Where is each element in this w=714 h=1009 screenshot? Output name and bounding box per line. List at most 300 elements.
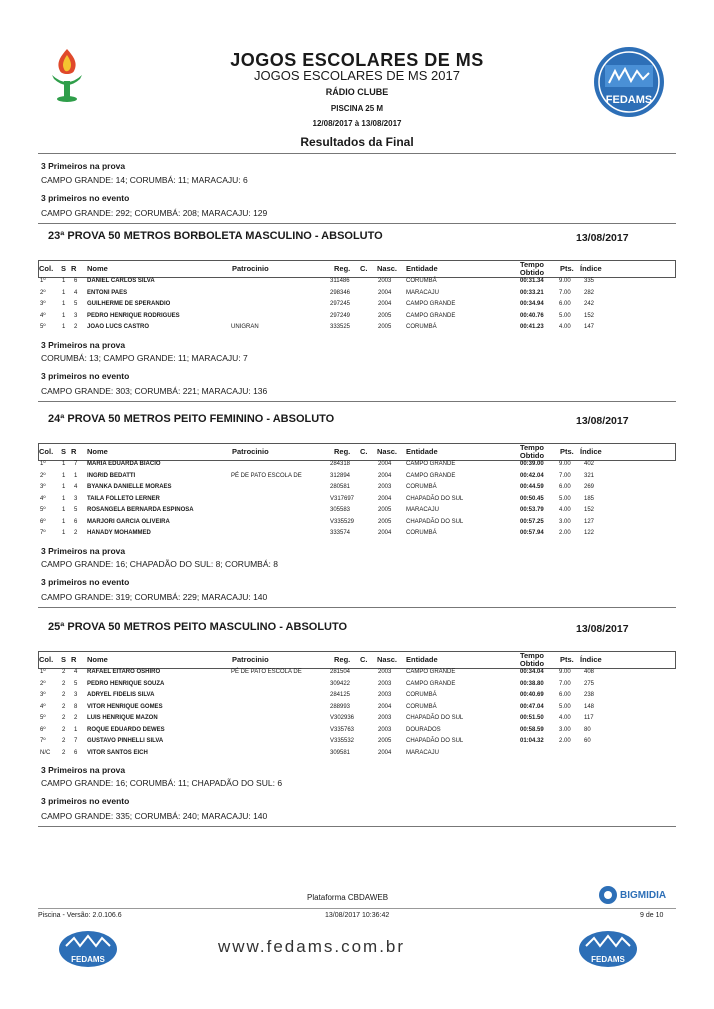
cell-col: 7º bbox=[40, 738, 46, 744]
cell-reg: V335529 bbox=[330, 518, 355, 525]
cell-pts: 2.00 bbox=[559, 530, 571, 536]
cell-nasc: 2003 bbox=[378, 715, 392, 721]
cell-col: 5º bbox=[40, 324, 46, 330]
cell-pat: PÉ DE PATO ESCOLA DE bbox=[231, 472, 302, 479]
cell-tempo: 00:40.69 bbox=[520, 692, 544, 698]
column-header-r: R bbox=[71, 655, 77, 664]
website-url[interactable]: www.fedams.com.br bbox=[218, 937, 406, 956]
cell-pts: 7.00 bbox=[559, 289, 571, 296]
column-header-patrocinio: Patrocinio bbox=[232, 655, 269, 664]
column-header-r: R bbox=[71, 264, 77, 273]
summary-prova-value: CAMPO GRANDE: 16; CORUMBÁ: 11; CHAPADÃO DO SUL: 6 bbox=[41, 778, 283, 788]
cell-r: 3 bbox=[74, 312, 78, 319]
cell-nasc: 2004 bbox=[378, 289, 392, 296]
cell-s: 1 bbox=[62, 495, 66, 502]
summary-evento-label: 3 primeiros no evento bbox=[41, 576, 130, 587]
cell-nasc: 2003 bbox=[378, 278, 392, 284]
cell-nasc: 2005 bbox=[378, 518, 392, 525]
cell-col: 4º bbox=[40, 495, 46, 502]
cell-tempo: 00:47.04 bbox=[520, 703, 544, 710]
cell-r: 6 bbox=[74, 749, 78, 756]
cell-ent: CORUMBÁ bbox=[406, 324, 437, 330]
cell-nome: ROQUE EDUARDO DEWES bbox=[87, 726, 165, 733]
cell-ind: 282 bbox=[584, 289, 595, 296]
cell-reg: V335532 bbox=[330, 738, 355, 744]
cell-r: 8 bbox=[74, 703, 78, 710]
summary-prova-label: 3 Primeiros na prova bbox=[41, 765, 126, 775]
column-header-pts: Pts. bbox=[560, 655, 574, 664]
cell-pts: 4.00 bbox=[559, 715, 571, 721]
cell-r: 1 bbox=[74, 472, 78, 479]
table-row bbox=[38, 517, 674, 527]
column-header-reg: Reg. bbox=[334, 655, 351, 664]
column-header-nasc: Nasc. bbox=[377, 655, 398, 664]
table-row bbox=[38, 471, 674, 481]
cell-nome: TAILA FOLLETO LERNER bbox=[87, 495, 160, 502]
cell-nome: ENTONI PAES bbox=[87, 289, 128, 296]
column-header-indice: Índice bbox=[580, 447, 602, 456]
cell-pts: 4.00 bbox=[559, 324, 571, 330]
column-header-entidade: Entidade bbox=[406, 447, 438, 456]
cell-reg: 309581 bbox=[330, 749, 351, 756]
column-header-nasc: Nasc. bbox=[377, 264, 398, 273]
table-row bbox=[38, 459, 674, 469]
cell-pts: 6.00 bbox=[559, 484, 571, 490]
cell-reg: 288993 bbox=[330, 703, 351, 710]
cell-reg: 309422 bbox=[330, 680, 351, 687]
table-row bbox=[38, 702, 674, 712]
cell-nasc: 2004 bbox=[378, 530, 392, 536]
cell-ent: CHAPADÃO DO SUL bbox=[406, 518, 464, 525]
table-row bbox=[38, 482, 674, 492]
cell-tempo: 01:04.32 bbox=[520, 738, 544, 744]
cell-ind: 80 bbox=[584, 726, 591, 733]
column-header-col: Col. bbox=[39, 655, 54, 664]
cell-r: 2 bbox=[74, 324, 78, 330]
cell-ent: CORUMBÁ bbox=[406, 278, 437, 284]
bigmidia-brand: BIGMIDIA bbox=[620, 890, 667, 901]
cell-ent: DOURADOS bbox=[406, 726, 441, 733]
cell-r: 4 bbox=[74, 669, 78, 675]
table-row bbox=[38, 725, 674, 735]
cell-r: 2 bbox=[74, 530, 78, 536]
cell-col: N/C bbox=[40, 749, 51, 756]
cell-pts: 9.00 bbox=[559, 669, 571, 675]
cell-ind: 122 bbox=[584, 530, 595, 536]
cell-tempo: 00:53.79 bbox=[520, 507, 544, 513]
cell-ind: 148 bbox=[584, 703, 595, 710]
cell-s: 2 bbox=[62, 669, 66, 675]
summary-prova-value: CORUMBÁ: 13; CAMPO GRANDE: 11; MARACAJU: 7 bbox=[41, 352, 248, 363]
cell-r: 6 bbox=[74, 278, 78, 284]
cell-nome: MARIA EDUARDA BIACIO bbox=[87, 461, 161, 467]
cell-reg: V317697 bbox=[330, 495, 355, 502]
column-header-nome: Nome bbox=[87, 447, 108, 456]
cell-nasc: 2004 bbox=[378, 749, 392, 756]
cell-r: 2 bbox=[74, 715, 78, 721]
cell-ent: CHAPADÃO DO SUL bbox=[406, 495, 464, 502]
column-header-r: R bbox=[71, 447, 77, 456]
column-header-pts: Pts. bbox=[560, 447, 574, 456]
cell-ind: 152 bbox=[584, 507, 595, 513]
cell-pts: 4.00 bbox=[559, 507, 571, 513]
cell-nome: DANIEL CARLOS SILVA bbox=[87, 278, 155, 284]
cell-nasc: 2004 bbox=[378, 461, 392, 467]
column-header-col: Col. bbox=[39, 264, 54, 273]
cell-tempo: 00:51.50 bbox=[520, 715, 544, 721]
cell-reg: 297245 bbox=[330, 301, 351, 307]
cell-r: 7 bbox=[74, 461, 78, 467]
cell-r: 3 bbox=[74, 692, 78, 698]
divider bbox=[38, 223, 676, 224]
table-row bbox=[38, 311, 674, 321]
cell-s: 2 bbox=[62, 715, 66, 721]
cell-ent: MARACAJU bbox=[406, 749, 440, 756]
cell-ent: CAMPO GRANDE bbox=[406, 680, 456, 687]
cell-nome: RAFAEL EITARO OSHIRO bbox=[87, 669, 161, 675]
cell-col: 6º bbox=[40, 726, 46, 733]
column-header-col: Col. bbox=[39, 447, 54, 456]
cell-tempo: 00:38.80 bbox=[520, 680, 544, 687]
cell-col: 1º bbox=[40, 461, 46, 467]
venue: RÁDIO CLUBE bbox=[325, 87, 389, 97]
cell-ind: 321 bbox=[584, 472, 595, 479]
cell-col: 2º bbox=[40, 289, 46, 296]
table-row bbox=[38, 679, 674, 689]
cell-col: 4º bbox=[40, 312, 46, 319]
summary-evento-value: CAMPO GRANDE: 319; CORUMBÁ: 229; MARACAJU: 140 bbox=[41, 591, 268, 602]
page-subtitle: JOGOS ESCOLARES DE MS 2017 bbox=[254, 68, 460, 83]
cell-ind: 60 bbox=[584, 738, 591, 744]
platform-label: Plataforma CBDAWEB bbox=[307, 893, 389, 902]
cell-col: 3º bbox=[40, 301, 46, 307]
cell-nome: LUIS HENRIQUE MAZON bbox=[87, 715, 158, 721]
cell-nasc: 2003 bbox=[378, 669, 392, 675]
cell-tempo: 00:34.04 bbox=[520, 669, 544, 675]
cell-pts: 2.00 bbox=[559, 738, 571, 744]
summary-evento-label: 3 primeiros no evento bbox=[41, 796, 130, 806]
page-title: JOGOS ESCOLARES DE MS bbox=[230, 50, 484, 70]
cell-tempo: 00:34.94 bbox=[520, 301, 544, 307]
print-timestamp: 13/08/2017 10:36:42 bbox=[325, 912, 390, 919]
summary-evento-value: CAMPO GRANDE: 303; CORUMBÁ: 221; MARACAJU: 136 bbox=[41, 385, 268, 396]
cell-pts: 7.00 bbox=[559, 472, 571, 479]
cell-ent: CAMPO GRANDE bbox=[406, 312, 456, 319]
cell-s: 2 bbox=[62, 726, 66, 733]
cell-s: 1 bbox=[62, 301, 66, 307]
cell-tempo: 00:57.25 bbox=[520, 518, 544, 525]
table-row bbox=[38, 276, 674, 286]
cell-tempo: 00:44.59 bbox=[520, 484, 544, 490]
column-header-obtido: Obtido bbox=[519, 268, 545, 277]
cell-pat: UNIGRAN bbox=[231, 324, 259, 330]
cell-reg: 333525 bbox=[330, 324, 351, 330]
cell-s: 2 bbox=[62, 680, 66, 687]
column-header-tempo: Tempo bbox=[519, 260, 545, 269]
cell-r: 4 bbox=[74, 484, 78, 490]
column-header-patrocinio: Patrocinio bbox=[232, 447, 269, 456]
cell-nome: ADRYEL FIDELIS SILVA bbox=[87, 692, 155, 698]
cell-s: 2 bbox=[62, 692, 66, 698]
cell-s: 2 bbox=[62, 703, 66, 710]
fedams-logo-footer-left bbox=[58, 930, 118, 968]
cell-col: 5º bbox=[40, 715, 46, 721]
cell-s: 1 bbox=[62, 472, 66, 479]
cell-s: 1 bbox=[62, 324, 66, 330]
cell-reg: 284318 bbox=[330, 461, 351, 467]
column-header-tempo: Tempo bbox=[519, 443, 545, 452]
cell-nome: MARJORI GARCIA OLIVEIRA bbox=[87, 518, 170, 525]
cell-ind: 238 bbox=[584, 692, 595, 698]
cell-col: 3º bbox=[40, 484, 46, 490]
cell-nasc: 2003 bbox=[378, 484, 392, 490]
cell-r: 5 bbox=[74, 680, 78, 687]
column-header-cat: C. bbox=[360, 655, 368, 664]
summary-prova-label: 3 Primeiros na prova bbox=[41, 545, 126, 556]
cell-s: 1 bbox=[62, 278, 66, 284]
cell-reg: 284125 bbox=[330, 692, 351, 698]
cell-pts: 7.00 bbox=[559, 680, 571, 687]
cell-s: 1 bbox=[62, 507, 66, 513]
cell-ind: 269 bbox=[584, 484, 595, 490]
cell-reg: 312894 bbox=[330, 472, 351, 479]
cell-s: 1 bbox=[62, 461, 66, 467]
cell-ent: CORUMBÁ bbox=[406, 484, 437, 490]
column-header-cat: C. bbox=[360, 447, 368, 456]
column-header-patrocinio: Patrocinio bbox=[232, 264, 269, 273]
cell-s: 1 bbox=[62, 312, 66, 319]
cell-nasc: 2004 bbox=[378, 495, 392, 502]
summary-evento-value: CAMPO GRANDE: 292; CORUMBÁ: 208; MARACAJU: 129 bbox=[41, 208, 268, 218]
cell-tempo: 00:41.23 bbox=[520, 324, 544, 330]
cell-tempo: 00:39.00 bbox=[520, 461, 544, 467]
summary-prova-label: 3 Primeiros na prova bbox=[41, 161, 126, 171]
divider bbox=[38, 401, 676, 402]
cell-pts: 3.00 bbox=[559, 518, 571, 525]
column-header-cat: C. bbox=[360, 264, 368, 273]
event-date: 13/08/2017 bbox=[576, 232, 629, 244]
cell-ind: 402 bbox=[584, 461, 595, 467]
table-row bbox=[38, 736, 674, 746]
cell-ent: CHAPADÃO DO SUL bbox=[406, 715, 464, 721]
summary-evento-label: 3 primeiros no evento bbox=[41, 370, 130, 381]
column-header-nome: Nome bbox=[87, 655, 108, 664]
cell-tempo: 00:58.59 bbox=[520, 726, 544, 733]
divider bbox=[38, 153, 676, 154]
cell-col: 4º bbox=[40, 703, 46, 710]
cell-nome: PEDRO HENRIQUE RODRIGUES bbox=[87, 312, 180, 319]
cell-s: 1 bbox=[62, 530, 66, 536]
cell-ent: CORUMBÁ bbox=[406, 692, 437, 698]
cell-col: 5º bbox=[40, 507, 46, 513]
cell-reg: 281504 bbox=[330, 669, 351, 675]
summary-prova-label: 3 Primeiros na prova bbox=[41, 339, 126, 350]
cell-nasc: 2005 bbox=[378, 507, 392, 513]
event-date: 13/08/2017 bbox=[576, 415, 629, 427]
table-row bbox=[38, 505, 674, 515]
table-row bbox=[38, 299, 674, 309]
cell-tempo: 00:57.94 bbox=[520, 530, 544, 536]
cell-nome: HANADY MOHAMMED bbox=[87, 530, 151, 536]
cell-ind: 152 bbox=[584, 312, 595, 319]
cell-tempo: 00:42.04 bbox=[520, 472, 544, 479]
cell-reg: 298346 bbox=[330, 289, 351, 296]
table-row bbox=[38, 713, 674, 723]
cell-pts: 6.00 bbox=[559, 301, 571, 307]
cell-nasc: 2004 bbox=[378, 301, 392, 307]
cell-s: 1 bbox=[62, 518, 66, 525]
cell-tempo: 00:31.34 bbox=[520, 278, 544, 284]
cell-nasc: 2003 bbox=[378, 692, 392, 698]
column-header-s: S bbox=[61, 447, 67, 456]
column-header-tempo: Tempo bbox=[519, 651, 545, 660]
column-header-obtido: Obtido bbox=[519, 451, 545, 460]
cell-ent: CAMPO GRANDE bbox=[406, 669, 456, 675]
summary-prova-value: CAMPO GRANDE: 16; CHAPADÃO DO SUL: 8; CORUMBÁ: 8 bbox=[41, 558, 278, 569]
column-header-entidade: Entidade bbox=[406, 264, 438, 273]
cell-ind: 242 bbox=[584, 301, 595, 307]
cell-reg: 297249 bbox=[330, 312, 351, 319]
cell-nasc: 2005 bbox=[378, 324, 392, 330]
cell-tempo: 00:33.21 bbox=[520, 289, 544, 296]
cell-nasc: 2003 bbox=[378, 680, 392, 687]
cell-ent: CAMPO GRANDE bbox=[406, 301, 456, 307]
cell-r: 5 bbox=[74, 301, 78, 307]
cell-nome: PEDRO HENRIQUE SOUZA bbox=[87, 680, 165, 687]
cell-r: 7 bbox=[74, 738, 78, 744]
fedams-logo-footer-right bbox=[578, 930, 638, 968]
cell-reg: 305583 bbox=[330, 507, 351, 513]
page-number: 9 de 10 bbox=[640, 912, 664, 919]
cell-ent: MARACAJU bbox=[406, 507, 440, 513]
cell-ind: 408 bbox=[584, 669, 595, 675]
cell-s: 2 bbox=[62, 749, 66, 756]
cell-nome: GUSTAVO PINHELLI SILVA bbox=[87, 738, 164, 744]
cell-ent: CORUMBÁ bbox=[406, 530, 437, 536]
cell-ent: CAMPO GRANDE bbox=[406, 472, 456, 479]
cell-nasc: 2004 bbox=[378, 703, 392, 710]
summary-evento-value: CAMPO GRANDE: 335; CORUMBÁ: 240; MARACAJU: 140 bbox=[41, 811, 268, 821]
cell-pts: 6.00 bbox=[559, 692, 571, 698]
pool: PISCINA 25 M bbox=[330, 104, 384, 113]
cell-pts: 9.00 bbox=[559, 278, 571, 284]
divider bbox=[38, 607, 676, 608]
cell-ind: 147 bbox=[584, 324, 595, 330]
cell-col: 1º bbox=[40, 278, 46, 284]
column-header-pts: Pts. bbox=[560, 264, 574, 273]
cell-pts: 5.00 bbox=[559, 703, 571, 710]
cell-col: 3º bbox=[40, 692, 46, 698]
cell-tempo: 00:50.45 bbox=[520, 495, 544, 502]
cell-nome: ROSANGELA BERNARDA ESPINOSA bbox=[87, 507, 194, 513]
cell-ent: CORUMBÁ bbox=[406, 703, 437, 710]
cell-pts: 5.00 bbox=[559, 495, 571, 502]
results-heading: Resultados da Final bbox=[300, 135, 414, 149]
summary-evento-label: 3 primeiros no evento bbox=[41, 193, 130, 203]
cell-reg: 333574 bbox=[330, 530, 351, 536]
cell-reg: 311486 bbox=[330, 278, 350, 284]
cell-reg: V302936 bbox=[330, 715, 355, 721]
column-header-reg: Reg. bbox=[334, 447, 351, 456]
cell-ind: 335 bbox=[584, 278, 595, 284]
cell-pts: 3.00 bbox=[559, 726, 571, 733]
table-row bbox=[38, 288, 674, 298]
cell-ind: 127 bbox=[584, 518, 595, 525]
cell-nasc: 2003 bbox=[378, 726, 392, 733]
version-label: Piscina - Versão: 2.0.106.6 bbox=[38, 912, 122, 919]
cell-s: 2 bbox=[62, 738, 66, 744]
cell-col: 1º bbox=[40, 669, 46, 675]
cell-r: 1 bbox=[74, 726, 78, 733]
cell-nasc: 2005 bbox=[378, 312, 392, 319]
column-header-indice: Índice bbox=[580, 655, 602, 664]
column-header-obtido: Obtido bbox=[519, 659, 545, 668]
divider bbox=[38, 908, 676, 909]
cell-r: 6 bbox=[74, 518, 78, 525]
event-title: 25ª PROVA 50 METROS PEITO MASCULINO - ABSOLUTO bbox=[48, 621, 348, 633]
column-header-reg: Reg. bbox=[334, 264, 351, 273]
table-row bbox=[38, 748, 674, 758]
cell-col: 2º bbox=[40, 680, 46, 687]
cell-nasc: 2004 bbox=[378, 472, 392, 479]
cell-col: 2º bbox=[40, 472, 46, 479]
cell-ent: CHAPADÃO DO SUL bbox=[406, 738, 464, 744]
cell-nome: JOAO LUCS CASTRO bbox=[87, 324, 150, 330]
cell-s: 1 bbox=[62, 289, 66, 296]
event-title: 24ª PROVA 50 METROS PEITO FEMININO - ABSOLUTO bbox=[48, 413, 335, 425]
cell-reg: V335763 bbox=[330, 726, 355, 733]
column-header-s: S bbox=[61, 655, 67, 664]
cell-nome: VITOR HENRIQUE GOMES bbox=[87, 703, 163, 710]
cell-s: 1 bbox=[62, 484, 66, 490]
svg-text:FEDAMS: FEDAMS bbox=[591, 955, 625, 964]
table-row bbox=[38, 528, 674, 538]
date-range: 12/08/2017 à 13/08/2017 bbox=[312, 119, 402, 128]
fedams-logo-text: FEDAMS bbox=[605, 94, 653, 106]
column-header-nasc: Nasc. bbox=[377, 447, 398, 456]
summary-prova-value: CAMPO GRANDE: 14; CORUMBÁ: 11; MARACAJU: 6 bbox=[41, 175, 248, 185]
table-row bbox=[38, 322, 674, 332]
column-header-nome: Nome bbox=[87, 264, 108, 273]
column-header-s: S bbox=[61, 264, 67, 273]
table-row bbox=[38, 690, 674, 700]
cell-r: 5 bbox=[74, 507, 78, 513]
divider bbox=[38, 826, 676, 827]
cell-ind: 117 bbox=[584, 715, 594, 721]
cell-ind: 185 bbox=[584, 495, 595, 502]
column-header-indice: Índice bbox=[580, 264, 602, 273]
cell-nome: GUILHERME DE SPERANDIO bbox=[87, 301, 171, 307]
event-title: 23ª PROVA 50 METROS BORBOLETA MASCULINO - ABSOLUTO bbox=[48, 230, 383, 242]
cell-pts: 9.00 bbox=[559, 461, 571, 467]
cell-nome: VITOR SANTOS EICH bbox=[87, 749, 148, 756]
cell-nome: INGRID BEDATTI bbox=[87, 472, 136, 479]
cell-pts: 5.00 bbox=[559, 312, 571, 319]
cell-ent: MARACAJU bbox=[406, 289, 440, 296]
cell-nome: BYANKA DANIELLE MORAES bbox=[87, 484, 172, 490]
cell-r: 4 bbox=[74, 289, 78, 296]
svg-text:FEDAMS: FEDAMS bbox=[71, 955, 105, 964]
table-row bbox=[38, 494, 674, 504]
event-date: 13/08/2017 bbox=[576, 623, 629, 635]
cell-ind: 275 bbox=[584, 680, 595, 687]
cell-r: 3 bbox=[74, 495, 78, 502]
cell-tempo: 00:40.76 bbox=[520, 312, 544, 319]
cell-nasc: 2005 bbox=[378, 738, 392, 744]
cell-col: 6º bbox=[40, 518, 46, 525]
cell-col: 7º bbox=[40, 530, 46, 536]
table-row bbox=[38, 667, 674, 677]
